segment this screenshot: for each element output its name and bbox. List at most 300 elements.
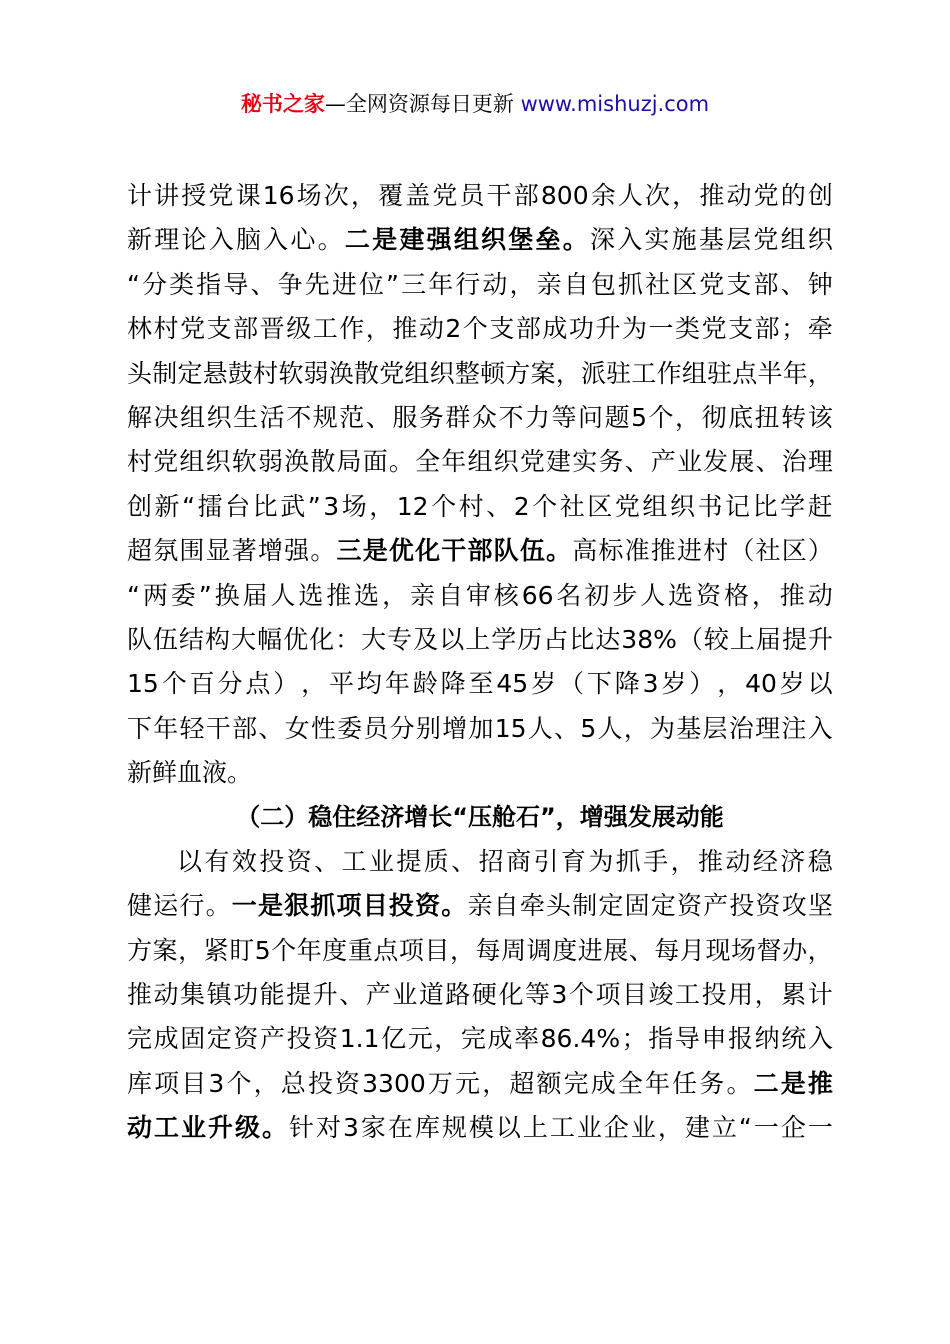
brand-name: 秘书之家 <box>240 92 325 116</box>
text-glyph: ， <box>623 713 649 743</box>
text-glyph: 自 <box>493 891 519 921</box>
text-glyph: 员 <box>459 181 485 210</box>
text-glyph: 是 <box>780 1068 806 1098</box>
text-glyph: 治 <box>728 713 754 743</box>
text-glyph: 题 <box>604 402 630 432</box>
text-glyph: 创 <box>127 491 153 521</box>
text-glyph: 为 <box>588 846 614 876</box>
paragraph-line <box>127 307 833 351</box>
text-glyph: 全 <box>617 1068 643 1098</box>
text-glyph: 、 <box>258 713 284 743</box>
text-glyph: 选 <box>668 580 694 610</box>
text-glyph: 业 <box>630 1113 656 1143</box>
text-glyph: 作 <box>339 314 365 344</box>
text-glyph: 现 <box>705 935 731 965</box>
text-glyph: 资 <box>415 891 441 921</box>
text-glyph: 入 <box>617 225 643 255</box>
text-glyph: 投 <box>307 1068 333 1098</box>
text-glyph: 。 <box>205 891 231 921</box>
text-glyph: 行 <box>455 269 481 299</box>
text-glyph: 课 <box>235 181 261 210</box>
text-glyph: 一 <box>753 1113 779 1143</box>
text-glyph: 基 <box>698 225 724 255</box>
text-glyph: 12 <box>396 491 429 521</box>
text-glyph: 产 <box>259 1024 285 1054</box>
text-glyph: 立 <box>711 1113 737 1143</box>
text-glyph: 2 <box>445 314 462 344</box>
text-glyph: ， <box>717 669 743 699</box>
text-glyph: 分 <box>142 269 168 299</box>
text-glyph: 驻 <box>707 358 733 388</box>
text-glyph: 比 <box>752 491 778 521</box>
text-glyph: 著 <box>231 536 257 566</box>
text-glyph: 抓 <box>617 269 643 299</box>
text-glyph: 覆 <box>378 181 404 210</box>
text-glyph: 固 <box>180 1024 206 1054</box>
text-glyph: 以 <box>177 846 203 876</box>
text-glyph: 牵 <box>807 314 833 344</box>
text-glyph: 活 <box>259 402 285 432</box>
text-glyph: 涣 <box>328 358 354 388</box>
text-glyph: 库 <box>414 1113 440 1143</box>
text-glyph: 目 <box>362 891 388 921</box>
text-glyph: 月 <box>679 935 705 965</box>
text-glyph: 干 <box>486 181 512 210</box>
text-glyph: 社 <box>645 269 671 299</box>
text-glyph: 对 <box>316 1113 342 1143</box>
text-glyph: 元 <box>455 1068 481 1098</box>
text-glyph: 党 <box>432 181 458 210</box>
text-glyph: 额 <box>536 1068 562 1098</box>
text-glyph: 库 <box>127 1068 153 1098</box>
text-glyph: 竣 <box>648 980 674 1010</box>
text-glyph: 步 <box>612 580 638 610</box>
text-glyph: 亲 <box>536 269 562 299</box>
text-glyph: 提 <box>286 980 312 1010</box>
text-glyph: 显 <box>205 536 231 566</box>
text-glyph: 党 <box>208 181 234 210</box>
text-run: 新鲜血液。 <box>127 758 253 788</box>
text-glyph: 功 <box>568 314 594 344</box>
text-glyph: ， <box>670 846 696 876</box>
text-glyph: 化 <box>498 980 524 1010</box>
text-glyph: 亲 <box>410 580 436 610</box>
text-glyph: 化 <box>415 536 441 566</box>
paragraph-line <box>127 973 833 1017</box>
text-glyph: 是 <box>372 225 398 255</box>
text-glyph: 目 <box>181 1068 207 1098</box>
text-glyph: 整 <box>454 358 480 388</box>
text-glyph: 先 <box>304 269 330 299</box>
text-glyph: 道 <box>418 980 444 1010</box>
text-glyph: 社 <box>559 491 585 521</box>
text-glyph: 健 <box>127 891 153 921</box>
text-glyph: 抓 <box>310 891 336 921</box>
text-glyph: 盖 <box>405 181 431 210</box>
text-glyph: 优 <box>388 536 414 566</box>
site-url-link[interactable]: www.mishuzj.com <box>520 92 710 116</box>
text-glyph: 二 <box>753 1068 779 1098</box>
text-glyph: 解 <box>127 402 153 432</box>
text-glyph: 完 <box>127 1024 153 1054</box>
text-glyph: 弱 <box>257 447 283 477</box>
text-glyph: 支 <box>489 314 515 344</box>
text-glyph: 个 <box>161 669 187 699</box>
text-glyph: 员 <box>363 713 389 743</box>
text-glyph: 推 <box>699 181 725 210</box>
text-glyph: 亿 <box>381 1024 407 1054</box>
text-glyph: 资 <box>233 1024 259 1054</box>
text-glyph: ， <box>482 1068 508 1098</box>
text-glyph: 模 <box>468 1113 494 1143</box>
text-glyph: 牵 <box>519 891 545 921</box>
text-glyph: 党 <box>519 447 545 477</box>
text-glyph: 部 <box>513 181 539 210</box>
text-glyph: 资 <box>286 846 312 876</box>
text-glyph: 有 <box>204 846 230 876</box>
site-header <box>0 88 950 120</box>
text-glyph: 比 <box>252 491 278 521</box>
text-glyph: 队 <box>127 624 153 654</box>
text-glyph: （ <box>677 624 703 654</box>
text-glyph: 在 <box>387 1113 413 1143</box>
text-glyph: 软 <box>278 358 304 388</box>
text-glyph: 织 <box>205 447 231 477</box>
text-glyph: 投 <box>701 980 727 1010</box>
text-glyph: 干 <box>205 713 231 743</box>
text-glyph: 级 <box>235 1113 261 1143</box>
text-glyph: 自 <box>563 269 589 299</box>
text-glyph: 下 <box>127 713 153 743</box>
text-glyph: 别 <box>415 713 441 743</box>
text-glyph: 攻 <box>781 891 807 921</box>
text-glyph: 散 <box>310 447 336 477</box>
text-glyph: 商 <box>506 846 532 876</box>
text-glyph: 推 <box>392 314 418 344</box>
text-glyph: 以 <box>495 1113 521 1143</box>
text-glyph: 投 <box>729 891 755 921</box>
text-glyph: 岁 <box>531 669 557 699</box>
text-glyph: 产 <box>650 447 676 477</box>
text-glyph: 资 <box>313 1024 339 1054</box>
text-glyph: 为 <box>650 713 676 743</box>
text-glyph: 党 <box>753 225 779 255</box>
paragraph-line <box>127 929 833 973</box>
text-glyph: 分 <box>389 713 415 743</box>
text-glyph: 累 <box>781 980 807 1010</box>
text-glyph: 上 <box>729 624 755 654</box>
text-glyph: 委 <box>170 580 196 610</box>
text-glyph: 顿 <box>480 358 506 388</box>
text-glyph: 软 <box>231 447 257 477</box>
text-glyph: 氛 <box>153 536 179 566</box>
text-glyph: 。 <box>262 1113 288 1143</box>
text-glyph: 部 <box>753 269 779 299</box>
text-glyph: ， <box>382 580 408 610</box>
text-glyph: 选 <box>298 580 324 610</box>
text-glyph: ， <box>807 358 833 388</box>
paragraph-line <box>127 884 833 928</box>
text-glyph: 路 <box>445 980 471 1010</box>
text-glyph: 一 <box>807 1113 833 1143</box>
text-glyph: 定 <box>650 891 676 921</box>
text-glyph: 导 <box>674 1024 700 1054</box>
text-glyph: 讲 <box>154 181 180 210</box>
text-glyph: 名 <box>556 580 582 610</box>
text-glyph: 建 <box>399 225 425 255</box>
text-glyph: 转 <box>781 402 807 432</box>
paragraph-line <box>127 1106 833 1150</box>
text-glyph: 岁 <box>661 669 687 699</box>
text-glyph: 换 <box>214 580 240 610</box>
text-glyph: 点 <box>732 358 758 388</box>
text-glyph: 岁 <box>779 669 805 699</box>
text-glyph: 投 <box>259 846 285 876</box>
text-glyph: 。 <box>317 225 343 255</box>
text-glyph: 理 <box>154 225 180 255</box>
text-glyph: 次 <box>323 181 349 210</box>
text-glyph: 基 <box>676 713 702 743</box>
text-glyph: 武 <box>280 491 306 521</box>
text-glyph: 是 <box>362 536 388 566</box>
text-glyph: 注 <box>781 713 807 743</box>
text-glyph: 组 <box>780 225 806 255</box>
text-glyph: 涣 <box>284 447 310 477</box>
text-glyph: 部 <box>467 536 493 566</box>
text-glyph: 2 <box>513 491 530 521</box>
text-glyph: 方 <box>505 358 531 388</box>
text-glyph: 场 <box>296 181 322 210</box>
text-glyph: 成 <box>487 1024 513 1054</box>
paragraph-line <box>127 218 833 262</box>
text-glyph: 经 <box>752 846 778 876</box>
text-glyph: 党 <box>180 314 206 344</box>
text-glyph: 、 <box>780 269 806 299</box>
text-glyph: 申 <box>701 1024 727 1054</box>
text-glyph: 个 <box>431 491 457 521</box>
text-glyph: 年 <box>296 935 322 965</box>
text-glyph: 15 <box>127 669 159 699</box>
text-glyph: 强 <box>284 536 310 566</box>
text-glyph: 决 <box>153 402 179 432</box>
text-glyph: 目 <box>424 935 450 965</box>
text-glyph: 行 <box>179 891 205 921</box>
text-glyph: 业 <box>576 1113 602 1143</box>
text-glyph: 高 <box>572 536 598 566</box>
text-glyph: 3 <box>642 669 659 699</box>
text-glyph: 脑 <box>235 225 261 255</box>
text-glyph: ， <box>253 1068 279 1098</box>
text-glyph: 以 <box>439 624 465 654</box>
text-glyph: ， <box>509 269 535 299</box>
text-glyph: 目 <box>621 980 647 1010</box>
text-glyph: 部 <box>232 713 258 743</box>
text-glyph: 每 <box>654 935 680 965</box>
text-glyph: 规 <box>441 1113 467 1143</box>
text-glyph: 计 <box>807 980 833 1010</box>
text-glyph: 任 <box>672 1068 698 1098</box>
text-glyph: 建 <box>684 1113 710 1143</box>
text-glyph: 进 <box>331 269 357 299</box>
text-run: （二）稳住经济增长“压舱石”，增强发展动能 <box>236 803 724 832</box>
text-glyph: 办 <box>782 935 808 965</box>
text-glyph: 45 <box>496 669 529 699</box>
text-glyph: 层 <box>702 713 728 743</box>
text-glyph: ” <box>386 269 399 299</box>
text-glyph: 悬 <box>202 358 228 388</box>
text-glyph: 。 <box>388 447 414 477</box>
text-glyph: 人 <box>270 580 296 610</box>
text-glyph: 类 <box>169 269 195 299</box>
text-glyph: ） <box>807 536 833 566</box>
text-glyph: 授 <box>181 181 207 210</box>
text-glyph: ， <box>365 314 391 344</box>
text-glyph: 动 <box>807 580 833 610</box>
text-glyph: 、 <box>755 447 781 477</box>
text-glyph: 位 <box>358 269 384 299</box>
text-glyph: 组 <box>681 358 707 388</box>
text-glyph: 学 <box>491 624 517 654</box>
text-glyph: 届 <box>242 580 268 610</box>
text-glyph: 推 <box>807 1068 833 1098</box>
text-glyph: 。 <box>441 891 467 921</box>
text-glyph: 固 <box>624 891 650 921</box>
text-glyph: 、 <box>314 846 340 876</box>
text-glyph: ， <box>555 358 581 388</box>
text-glyph: 组 <box>642 491 668 521</box>
text-glyph: 超 <box>127 536 153 566</box>
text-glyph: 效 <box>231 846 257 876</box>
text-glyph: 部 <box>233 314 259 344</box>
text-glyph: 、 <box>624 447 650 477</box>
text-glyph: 幅 <box>257 624 283 654</box>
text-glyph: 工 <box>341 846 367 876</box>
text-glyph: 部 <box>515 314 541 344</box>
text-glyph: 结 <box>179 624 205 654</box>
text-glyph: 论 <box>181 225 207 255</box>
text-glyph: 人 <box>617 181 643 210</box>
text-glyph: 、 <box>339 980 365 1010</box>
text-glyph: 审 <box>465 580 491 610</box>
text-glyph: 力 <box>524 402 550 432</box>
text-glyph: 新 <box>127 225 153 255</box>
text-glyph: 争 <box>277 269 303 299</box>
paragraph-line <box>127 440 833 484</box>
text-glyph: 投 <box>388 891 414 921</box>
text-glyph: 实 <box>644 225 670 255</box>
text-glyph: 服 <box>392 402 418 432</box>
text-glyph: 党 <box>614 491 640 521</box>
text-glyph: 点 <box>245 669 271 699</box>
text-glyph: 晋 <box>259 314 285 344</box>
text-glyph: 面 <box>362 447 388 477</box>
text-glyph: 问 <box>578 402 604 432</box>
text-glyph: 动 <box>418 314 444 344</box>
text-glyph: 工 <box>631 358 657 388</box>
text-glyph: 次 <box>645 181 671 210</box>
text-glyph: 入 <box>263 225 289 255</box>
text-glyph: 、 <box>554 713 580 743</box>
text-glyph: 实 <box>572 447 598 477</box>
text-glyph: 作 <box>656 358 682 388</box>
text-glyph: 女 <box>284 713 310 743</box>
text-glyph: 项 <box>398 935 424 965</box>
text-glyph: ： <box>335 624 361 654</box>
text-glyph: 、 <box>365 402 391 432</box>
text-glyph: ， <box>751 580 777 610</box>
text-glyph: 织 <box>669 491 695 521</box>
text-glyph: ； <box>781 314 807 344</box>
text-glyph: 为 <box>621 314 647 344</box>
text-glyph: ， <box>350 181 376 210</box>
text-glyph: 织 <box>493 447 519 477</box>
text-glyph: 治 <box>781 447 807 477</box>
text-glyph: 资 <box>335 1068 361 1098</box>
text-glyph: 推 <box>326 580 352 610</box>
text-glyph: 推 <box>650 536 676 566</box>
text-glyph: 党 <box>701 314 727 344</box>
text-glyph: 产 <box>703 891 729 921</box>
text-glyph: 推 <box>127 980 153 1010</box>
text-glyph: 部 <box>754 314 780 344</box>
text-glyph: 人 <box>527 713 553 743</box>
text-glyph: 伍 <box>519 536 545 566</box>
text-glyph: 理 <box>807 447 833 477</box>
text-glyph: 届 <box>755 624 781 654</box>
text-glyph: 业 <box>676 447 702 477</box>
text-glyph: 报 <box>728 1024 754 1054</box>
text-glyph: ， <box>434 1024 460 1054</box>
text-glyph: 施 <box>671 225 697 255</box>
text-glyph: 包 <box>590 269 616 299</box>
text-glyph: 66 <box>521 580 554 610</box>
text-glyph: 项 <box>154 1068 180 1098</box>
text-glyph: 86.4% <box>540 1024 621 1054</box>
text-glyph: “ <box>127 580 140 610</box>
text-glyph: 理 <box>755 713 781 743</box>
text-glyph: ， <box>178 935 204 965</box>
text-glyph: 计 <box>127 181 153 210</box>
text-glyph: 增 <box>442 713 468 743</box>
text-glyph: 38% <box>621 624 677 654</box>
text-glyph: 务 <box>598 447 624 477</box>
text-glyph: 企 <box>780 1113 806 1143</box>
text-glyph: 。 <box>310 536 336 566</box>
text-glyph: 育 <box>560 846 586 876</box>
text-glyph: 专 <box>387 624 413 654</box>
text-glyph: 、 <box>486 491 512 521</box>
text-glyph: 场 <box>341 491 367 521</box>
text-glyph: 不 <box>498 402 524 432</box>
text-glyph: 局 <box>336 447 362 477</box>
text-glyph: 组 <box>404 358 430 388</box>
text-glyph: 区 <box>587 491 613 521</box>
text-glyph: 准 <box>624 536 650 566</box>
text-glyph: 是 <box>257 891 283 921</box>
text-glyph: 组 <box>467 447 493 477</box>
text-glyph: ” <box>198 580 212 610</box>
text-glyph: 半 <box>757 358 783 388</box>
text-glyph: 两 <box>142 580 168 610</box>
text-glyph: 盯 <box>229 935 255 965</box>
text-glyph: 资 <box>755 891 781 921</box>
text-glyph: 度 <box>552 935 578 965</box>
text-glyph: 层 <box>726 225 752 255</box>
text-glyph: 区 <box>672 269 698 299</box>
text-glyph: 完 <box>460 1024 486 1054</box>
text-glyph: 等 <box>524 980 550 1010</box>
text-glyph: 点 <box>373 935 399 965</box>
